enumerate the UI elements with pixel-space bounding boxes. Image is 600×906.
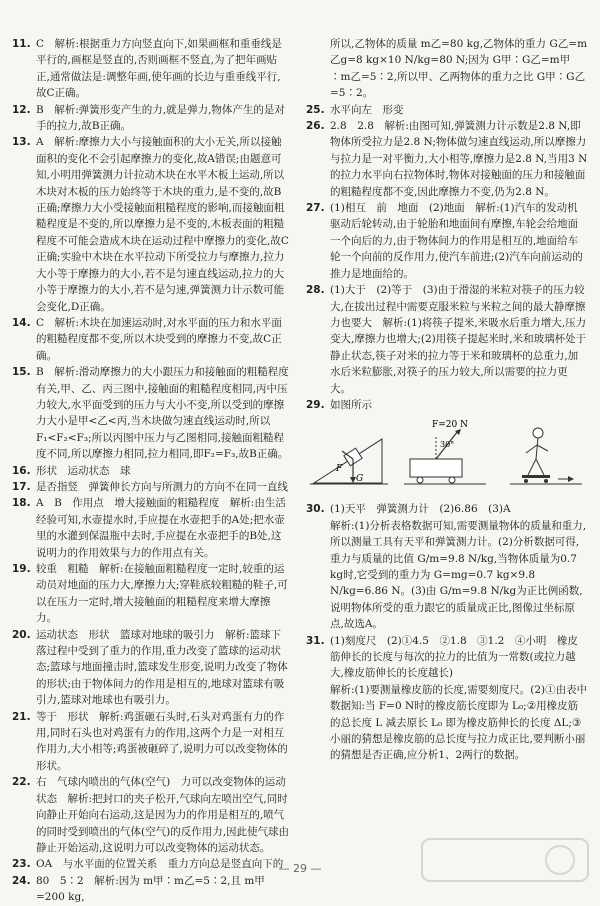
answer-number: 11.: [12, 38, 31, 50]
answer-number: 26.: [306, 120, 325, 133]
answer-text: 是否指竖 弹簧伸长方向与所测力的方向不在同一直线: [36, 480, 288, 493]
answer-number: 22.: [12, 776, 31, 789]
answer-number: 16.: [12, 464, 31, 477]
left-answer-item: [12, 774, 290, 856]
watermark-logo: [420, 835, 590, 885]
answer-text: C 解析:木块在加速运动时,对水平面的压力和水平面的粗糙程度都不变,所以木块受到的摩擦力不变,故C正确。: [36, 316, 282, 362]
force-diagrams: [306, 417, 588, 495]
incline-diagram: [310, 439, 388, 484]
label-angle: 30°: [440, 440, 455, 450]
cart-diagram: [404, 420, 486, 484]
answer-text: (1)相互 前 地面 (2)地面 解析:(1)汽车的发动机驱动后轮转动,由于轮胎和地面间有摩擦,车轮会给地面一个向后的力,由于物体间力的作用是相互的,地面给车轮一个向前的反作用力,使汽车前进;(2)汽车向前运动的推力是地面给的。: [330, 202, 583, 280]
answer-number: 20.: [12, 628, 31, 641]
left-answer-item: [12, 873, 290, 906]
left-answer-item: [12, 495, 290, 561]
label-f: F: [336, 464, 343, 475]
right-answer-item: [306, 118, 588, 200]
answer-text: A B 作用点 增大接触面的粗糙程度 解析:由生活经验可知,水壶提水时,手应提在水壶把手的A处;把水壶里的水灌到保温瓶中去时,手应提在水壶把手的B处,这说明力的作用效果与力的作用点有关。: [36, 497, 286, 559]
page-number: — 29 —: [278, 862, 322, 875]
right-answer-item: [306, 633, 588, 764]
left-answer-item: [12, 463, 290, 479]
answer-text: 2.8 2.8 解析:由图可知,弹簧测力计示数是2.8 N,即物体所受拉力是2.8 N;物体做匀速直线运动,所以摩擦力与拉力是一对平衡力,大小相等,摩擦力是2.8 N,当用3 N的拉力水平向右拉物体时,物体对接触面的压力和接触面的粗糙程度都不变,因此摩擦力不变,仍为2.8 N。: [330, 120, 588, 198]
skater-diagram: [510, 428, 582, 484]
answer-text: A 解析:摩擦力大小与接触面积的大小无关,所以接触面积的变化不会引起摩擦力的变化,故A错误;由题意可知,小明用弹簧测力计拉动木块在水平木板上运动,所以木块对木板的压力始终等于木块的重力,是不变的,故B正确;摩擦力大小受接触面粗糙程度的影响,而接触面粗糙程度是不变的,所以摩擦力是不变的,木板表面的粗糙程度不可能会造成木块在运动过程中摩擦力的变化,故C正确;实验中木块在水平拉动下所受拉力与摩擦力,拉力大小等于摩擦力的大小,若不是匀速直线运动,拉力的大小等于摩擦力的大小,若不是匀速,弹簧测力计示数可能会变化,D正确。: [36, 136, 289, 313]
left-answer-item: [12, 479, 290, 495]
answer-text: (1)天平 弹簧测力计 (2)6.86 (3)A 解析:(1)分析表格数据可知,需要测量物体的质量和重力,所以测量工具有天平和弹簧测力计。(2)分析数据可得,重力与质量的比值 G/m=9.8 N/kg,当物体质量为0.7 kg时,它受到的重力为 G=mg=0.7 kg×9.8 N/kg=6.86 N。(3)由 G/m=9.8 N/kg为正比例函数,说明物体所受的重力跟它的质量成正比,图像过坐标原点,故选A。: [330, 503, 587, 631]
label-g: G: [356, 474, 364, 485]
answer-text: 等于 形状 解析:鸡蛋砸石头时,石头对鸡蛋有力的作用,同时石头也对鸡蛋有力的作用,这两个力是一对相互作用力,大小相等;鸡蛋被砸碎了,说明力可以改变物体的形状。: [36, 710, 288, 772]
left-answer-item: [12, 627, 290, 709]
left-answer-item: [12, 134, 290, 314]
answer-text: 形状 运动状态 球: [36, 464, 131, 477]
answer-text: 80 5∶2 解析:因为 m甲∶m乙=5∶2,且 m甲=200 kg,: [36, 874, 265, 904]
right-answer-item: [306, 397, 588, 413]
answer-number: 14.: [12, 316, 31, 329]
answer-number: 12.: [12, 103, 31, 116]
right-answer-item: [306, 282, 588, 397]
left-answer-item: [12, 102, 290, 135]
left-answer-item: [12, 709, 290, 775]
answer-number: 18.: [12, 497, 31, 510]
answer-number: 15.: [12, 366, 31, 379]
answer-text: 较重 粗糙 解析:在接触面粗糙程度一定时,较重的运动员对地面的压力大,摩擦力大;穿鞋底较粗糙的鞋子,可以在压力一定时,增大接触面的粗糙程度来增大摩擦力。: [36, 563, 288, 625]
left-column: [12, 36, 290, 906]
answer-text: 所以,乙物体的质量 m乙=80 kg,乙物体的重力 G乙=m乙g=8 kg×10 N/kg=80 N;因为 G甲∶G乙=m甲∶m乙=5∶2,所以甲、乙两物体的重力之比 G甲∶G乙=5∶2。: [330, 38, 588, 100]
answer-number: 28.: [306, 284, 325, 297]
right-answer-item: [306, 200, 588, 282]
answer-text: 如图所示: [330, 398, 372, 411]
left-answer-item: [12, 364, 290, 462]
right-answer-item: [306, 36, 588, 102]
answer-text: C 解析:根据重力方向竖直向下,如果画框和重垂线是平行的,画框是竖直的,否则画框不竖直,为了把年画贴正,通常做法是:调整年画,使年画的长边与重垂线平行,故C正确。: [36, 38, 282, 100]
label-force: F=20 N: [432, 420, 468, 431]
answer-number: 27.: [306, 202, 325, 215]
answer-text: OA 与水平面的位置关系 重力方向总是竖直向下的: [36, 858, 284, 871]
left-answer-item: [12, 561, 290, 627]
right-column: [306, 36, 588, 764]
right-answer-item: [306, 501, 588, 632]
left-answer-item: [12, 36, 290, 102]
answer-number: 29.: [306, 398, 325, 411]
answer-number: 31.: [306, 634, 325, 647]
answer-text: 水平向左 形变: [330, 103, 404, 116]
left-answer-item: [12, 315, 290, 364]
answer-number: 24.: [12, 874, 31, 887]
answer-text: B 解析:弹簧形变产生的力,就是弹力,物体产生的是对手的拉力,故B正确。: [36, 103, 285, 133]
answer-number: 30.: [306, 503, 325, 516]
answer-number: 23.: [12, 858, 31, 871]
answer-number: 25.: [306, 103, 325, 116]
answer-text: 右 气球内喷出的气体(空气) 力可以改变物体的运动状态 解析:把封口的夹子松开,气球向左喷出空气,同时向静止开始向右运动,这是因为力的作用是相互的,喷气的同时受到喷出的气体(空气)的反作用力,因此使气球由静止开始运动,这说明力可以改变物体的运动状态。: [36, 776, 290, 854]
answer-text: B 解析:滑动摩擦力的大小跟压力和接触面的粗糙程度有关,甲、乙、丙三图中,接触面的粗糙程度相同,丙中压力较大,水平面受到的压力与大小不变,所以受到的摩擦力大小是甲<乙<丙,当木块做匀速直线运动时,所以F₁<F₂<F₃;所以丙图中压力与乙图相同,接触面粗糙程度不同,所以摩擦力相同,拉力相同,即F₂=F₃,故B正确。: [36, 366, 289, 461]
answer-29-figure: [306, 417, 588, 495]
right-answer-item: [306, 102, 588, 118]
answer-text: (1)刻度尺 (2)①4.5 ②1.8 ③1.2 ④小明 橡皮筋伸长的长度与每次的拉力的比值为一常数(或拉力越大,橡皮筋伸长的长度越长) 解析:(1)要测量橡皮筋的长度,需要刻度尺。(2)①由表中数据知:当 F=0 N时的橡皮筋长度即为 L₀;②用橡皮筋的总长度 L 减去原长 L₀ 即为橡皮筋伸长的长度 ΔL;③小丽的猜想是橡皮筋的总长度与拉力成正比,要判断小丽的猜想是否正确,应分析1、2两行的数据。: [330, 634, 588, 762]
answer-number: 17.: [12, 480, 31, 493]
answer-text: 运动状态 形状 篮球对地球的吸引力 解析:篮球下落过程中受到了重力的作用,重力改变了篮球的运动状态;篮球与地面撞击时,篮球发生形变,说明力改变了物体的形状;由于物体间力的作用是相互的,地球对篮球有吸引力,篮球对地球也有吸引力。: [36, 628, 288, 707]
answer-number: 19.: [12, 563, 31, 575]
answer-number: 21.: [12, 710, 31, 723]
answer-number: 13.: [12, 136, 31, 149]
answer-text: (1)大于 (2)等于 (3)由于滑湿的米粒对筷子的压力较大,在拔出过程中需要克服米粒与米粒之间的最大静摩擦力也要大 解析:(1)将筷子提米,米吸水后重力增大,压力变大,摩擦力也增大;(2)用筷子提起米时,米和玻璃杯处于静止状态,筷子对米的拉力等于米和玻璃杯的总重力,加水后米粒膨胀,对筷子的压力较大,所以需要的拉力更大。: [330, 284, 587, 395]
